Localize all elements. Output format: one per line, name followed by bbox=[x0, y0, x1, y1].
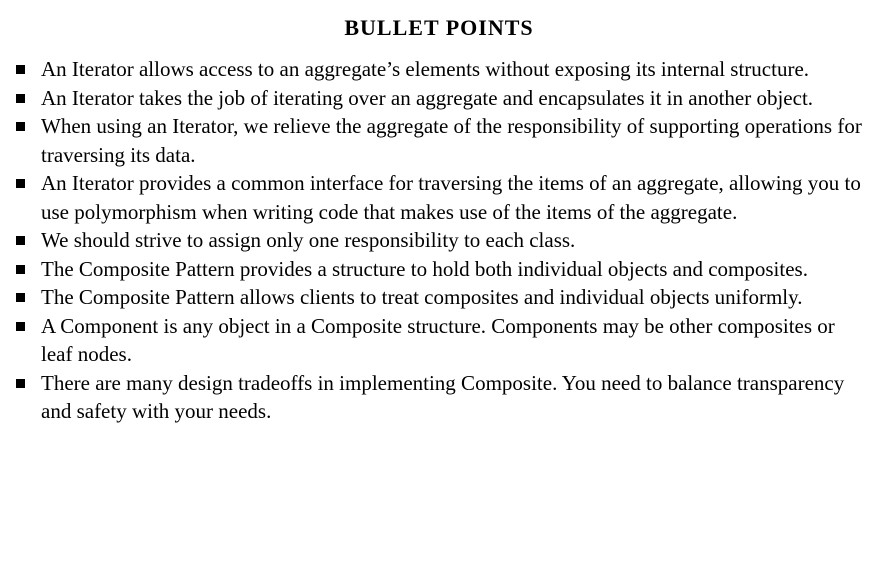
list-item bbox=[0, 169, 878, 226]
bullet-text: The Composite Pattern provides a structure to hold both individual objects and composites. bbox=[41, 256, 808, 281]
square-bullet-icon bbox=[16, 265, 25, 274]
bullet-list bbox=[0, 55, 878, 426]
square-bullet-icon bbox=[16, 236, 25, 245]
bullet-text: We should strive to assign only one responsibility to each class. bbox=[41, 228, 576, 252]
list-item bbox=[0, 112, 878, 169]
bullet-text: There are many design tradeoffs in implementing Composite. You need to balance transparency and safety with your needs. bbox=[41, 370, 845, 423]
list-item bbox=[0, 255, 878, 284]
bullet-text: An Iterator provides a common interface for traversing the items of an aggregate, allowing you to use polymorphism when writing code that makes use of the items of the aggregate. bbox=[41, 171, 861, 224]
list-item bbox=[0, 226, 878, 255]
bullet-text: An Iterator takes the job of iterating over an aggregate and encapsulates it in another object. bbox=[41, 85, 814, 110]
list-item bbox=[0, 55, 878, 84]
bullet-text: A Component is any object in a Composite structure. Components may be other composites or leaf nodes. bbox=[41, 313, 835, 366]
list-item bbox=[0, 84, 878, 113]
bullet-text: An Iterator allows access to an aggregate’s elements without exposing its internal structure. bbox=[41, 57, 810, 81]
list-item bbox=[0, 369, 878, 426]
page-title: BULLET POINTS bbox=[344, 15, 534, 40]
bullet-text: When using an Iterator, we relieve the aggregate of the responsibility of supporting operations for traversing its data. bbox=[41, 114, 862, 167]
bullet-text: The Composite Pattern allows clients to treat composites and individual objects uniformly. bbox=[41, 285, 803, 309]
square-bullet-icon bbox=[16, 293, 25, 302]
square-bullet-icon bbox=[16, 65, 25, 74]
square-bullet-icon bbox=[16, 322, 25, 331]
list-item bbox=[0, 312, 878, 369]
square-bullet-icon bbox=[16, 179, 25, 188]
list-item bbox=[0, 283, 878, 312]
square-bullet-icon bbox=[16, 379, 25, 388]
square-bullet-icon bbox=[16, 94, 25, 103]
square-bullet-icon bbox=[16, 122, 25, 131]
